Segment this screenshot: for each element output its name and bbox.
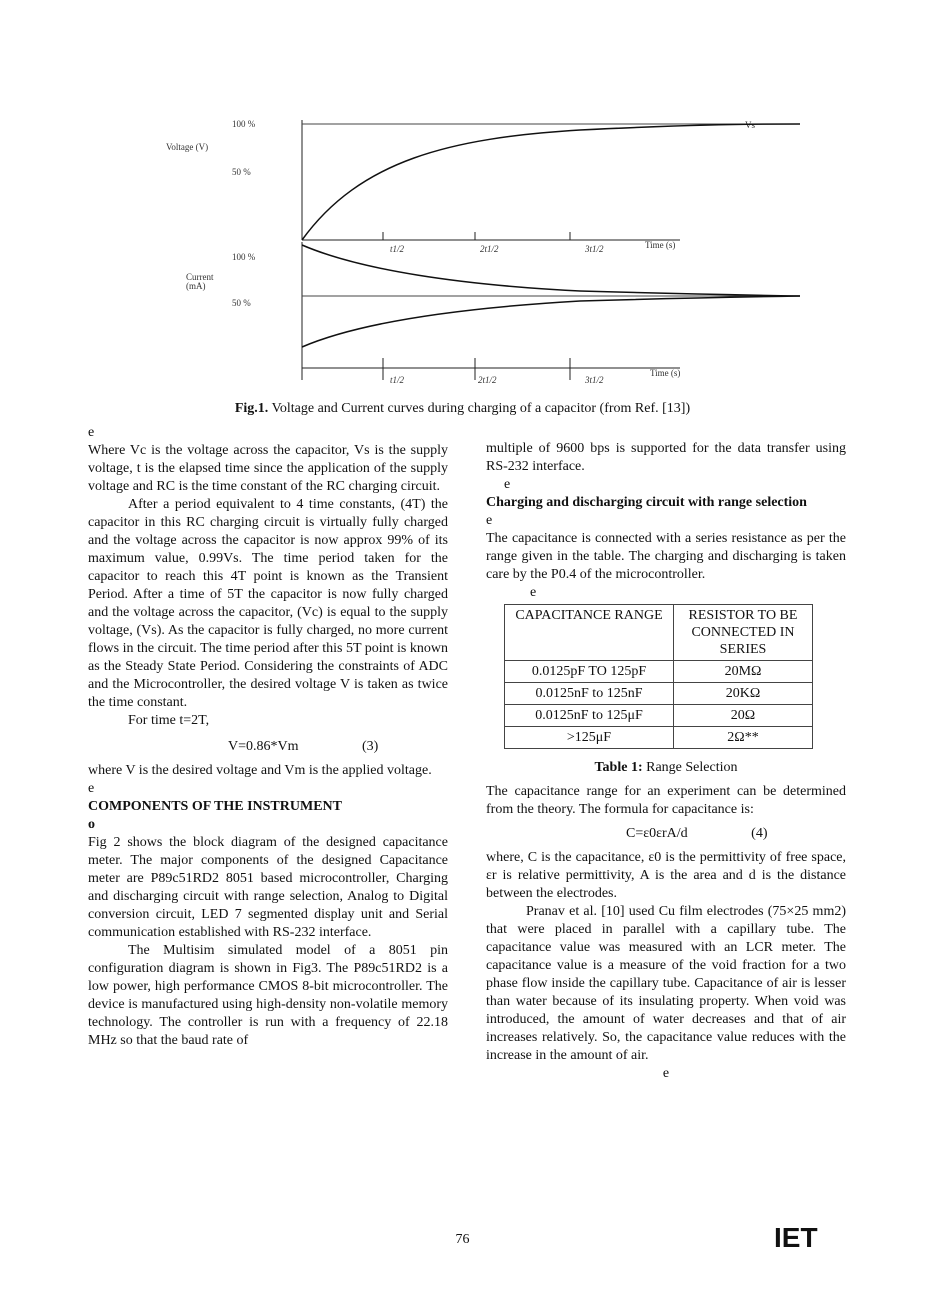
section-heading: COMPONENTS OF THE INSTRUMENT [88, 799, 342, 814]
blank-line: e [88, 781, 95, 796]
blank-line: e [504, 477, 511, 492]
equation-text: V=0.86*Vm [228, 739, 299, 754]
top-tick-3: 3t1/2 [585, 244, 604, 254]
paragraph: Fig 2 shows the block diagram of the designed capacitance meter. The major components of the designed Capacitance meter are P89c51RD2 8051 based microcontroller, Charging and discharging circuit with range selection, Analog to Digital conversion circuit, LED 7 segmented display unit and Serial communication established with RS-232 interface. [88, 835, 448, 940]
table-cell: 20Ω [674, 705, 813, 727]
bottom-tick-2: 2t1/2 [478, 375, 497, 385]
equation-4 [486, 825, 846, 843]
paragraph: For time t=2T, [128, 713, 210, 728]
section-heading: Charging and discharging circuit with range selection [486, 495, 807, 510]
left-column [88, 424, 448, 1050]
table-row [505, 683, 813, 705]
table-row [505, 661, 813, 683]
blank-line: e [530, 585, 537, 600]
table-cell: 20MΩ [674, 661, 813, 683]
top-tick-2: 2t1/2 [480, 244, 499, 254]
table-caption-label: Table 1: [594, 760, 643, 775]
figure-caption-label: Fig.1. [234, 401, 269, 416]
top-time-label: Time (s) [645, 240, 676, 250]
voltage-current-figure [160, 100, 840, 400]
table-cell: 20KΩ [674, 683, 813, 705]
blank-line: e [486, 513, 493, 528]
bottom-tick-1: t1/2 [390, 375, 405, 385]
paragraph: The Multisim simulated model of a 8051 pin configuration diagram is shown in Fig3. The P89c51RD2 is a low power, high performance CMOS 8-bit microcontroller. The device is manufactured using high-density non-volatile memory technology. The controller is run with a frequency of 22.18 MHz so that the baud rate of [88, 943, 448, 1048]
paragraph: where V is the desired voltage and Vm is the applied voltage. [88, 763, 432, 778]
table-cell: 0.0125nF to 125μF [505, 705, 674, 727]
blank-line: e [662, 1066, 670, 1081]
table-header-cell: CAPACITANCE RANGE [505, 605, 674, 661]
blank-line: e [88, 425, 95, 440]
paragraph: Pranav et al. [10] used Cu film electrodes (75×25 mm2) that were placed in parallel with a capillary tube. The capacitance value was measured with an LCR meter. The capacitance value is a measure of the void fraction for a two phase flow inside the capillary tube. Capacitance of air is lesser than water because of its insulating property. When void was introduced, the amount of water decreases and that of air increases relatively. So, the capacitance value reduces with the increase in the amount of air. [486, 904, 846, 1063]
bottom-y-label-1: Current [186, 272, 214, 282]
bottom-tick-3: 3t1/2 [585, 375, 604, 385]
charging-current-curve-lower [302, 296, 800, 347]
svg-text:IET: IET [774, 1222, 818, 1250]
table-cell: >125μF [505, 727, 674, 749]
bottom-100-label: 100 % [232, 252, 256, 262]
top-100-label: 100 % [232, 119, 256, 129]
range-table [504, 604, 813, 749]
top-50-label: 50 % [232, 167, 251, 177]
top-y-label: Voltage (V) [166, 142, 209, 152]
charging-current-curve-upper [302, 245, 800, 296]
equation-number: (4) [751, 826, 768, 841]
table-row [505, 727, 813, 749]
paragraph: multiple of 9600 bps is supported for the data transfer using RS-232 interface. [486, 441, 846, 474]
paragraph: The capacitance range for an experiment can be determined from the theory. The formula for capacitance is: [486, 784, 846, 817]
table-cell: 0.0125pF TO 125pF [505, 661, 674, 683]
equation-text: C=ε0εrA/d [626, 826, 688, 841]
page-number: 76 [455, 1232, 470, 1247]
figure-caption-text: Voltage and Current curves during charging of a capacitor (from Ref. [13]) [271, 401, 691, 416]
table-row [505, 705, 813, 727]
table-header-cell: RESISTOR TO BE CONNECTED IN SERIES [674, 605, 813, 661]
bottom-50-label: 50 % [232, 298, 251, 308]
table-cell: 0.0125nF to 125nF [505, 683, 674, 705]
iet-logo [772, 1222, 834, 1250]
table-cell: 2Ω** [674, 727, 813, 749]
equation-number: (3) [362, 739, 379, 754]
top-tick-1: t1/2 [390, 244, 405, 254]
table-caption-text: Range Selection [646, 760, 738, 775]
paragraph: After a period equivalent to 4 time constants, (4T) the capacitor in this RC charging circuit is virtually fully charged and the voltage across the capacitor is now approx 99% of its maximum value, 0.99Vs. The time period taken for the capacitor to reach this 4T point is known as the Transient Period. After a time of 5T the capacitor is now fully charged and the voltage across the capacitor, (Vc) is equal to the supply voltage, (Vs). As the capacitor is fully charged, no more current flows in the circuit. The time period after this 5T point is known as the Steady State Period. Considering the constraints of ADC and the Microcontroller, the desired voltage V is taken as twice the time constant. [88, 497, 448, 710]
table-caption [486, 759, 846, 777]
right-column [486, 440, 846, 1083]
figure-caption [0, 401, 925, 417]
paragraph: Where Vc is the voltage across the capacitor, Vs is the supply voltage, t is the elapsed time since the application of the supply voltage and RC is the time constant of the RC charging circuit. [88, 443, 448, 494]
top-curve-label: Vs [745, 120, 756, 130]
paragraph: The capacitance is connected with a series resistance as per the range given in the table. The charging and discharging is taken care by the P0.4 of the microcontroller. [486, 531, 846, 582]
paragraph: where, C is the capacitance, ε0 is the permittivity of free space, εr is relative permittivity, A is the area and d is the distance between the electrodes. [486, 850, 846, 901]
bottom-y-label-2: (mA) [186, 281, 206, 291]
bottom-time-label: Time (s) [650, 368, 681, 378]
table-header-row [505, 605, 813, 661]
charging-voltage-curve [302, 124, 800, 240]
equation-3 [88, 738, 448, 756]
blank-line: o [88, 817, 95, 832]
